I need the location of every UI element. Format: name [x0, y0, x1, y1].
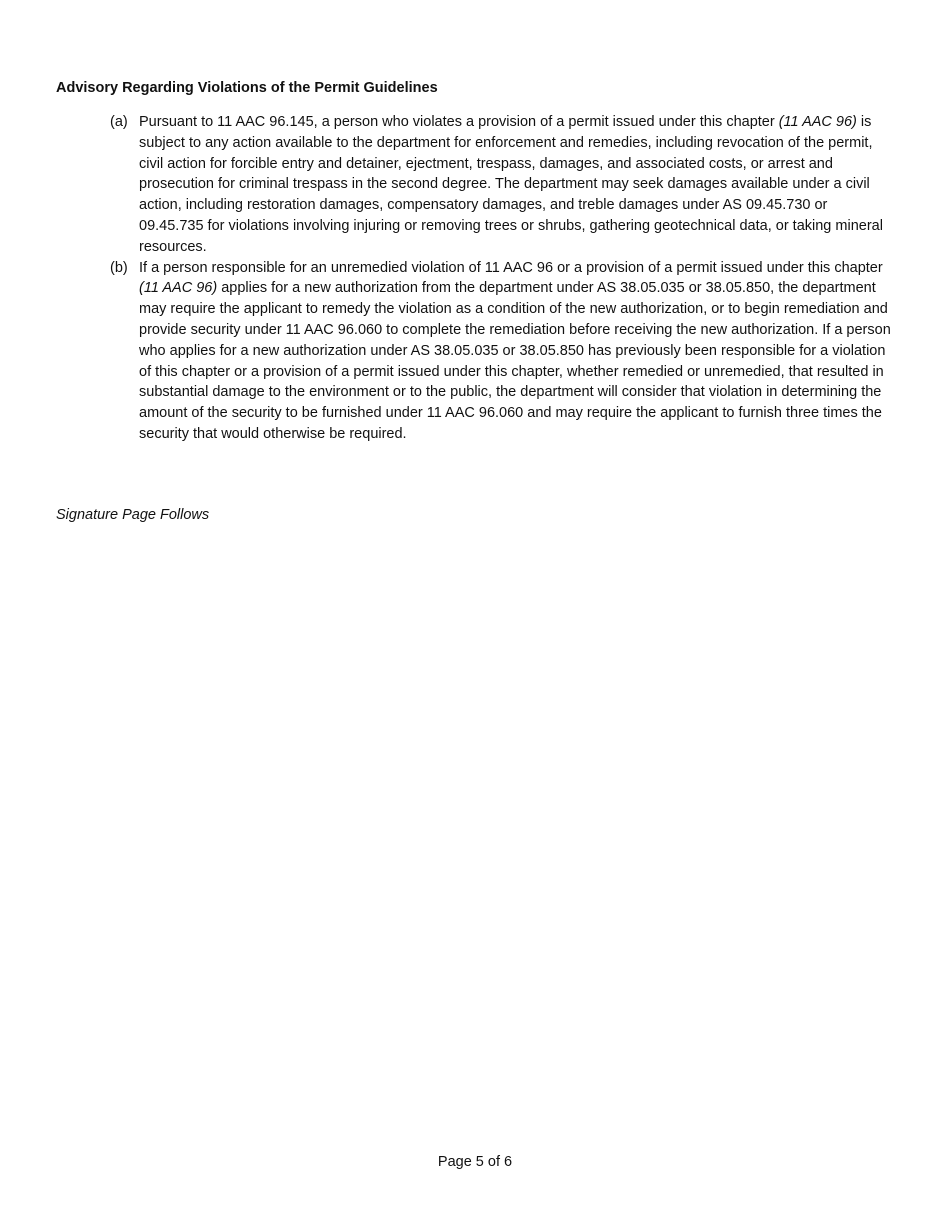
item-text-italic: (11 AAC 96)	[778, 114, 857, 130]
page-number: Page 5 of 6	[437, 1154, 513, 1170]
item-text	[139, 258, 895, 445]
list-item	[110, 258, 895, 445]
list-item	[110, 112, 895, 258]
item-text-part: Pursuant to 11 AAC 96.145, a person who violates a provision of a permit issued under this chapter	[139, 114, 779, 130]
item-text	[139, 112, 895, 258]
signature-note: Signature Page Follows	[56, 507, 210, 523]
item-text-part: is subject to any action available to the department for enforcement and remedies, including revocation of the permit, civil action for forcible entry and detainer, ejectment, trespass, damages, and associated costs, or arrest and prosecution for criminal trespass in the second degree. The department may seek damages available under a civil action, including restoration damages, compensatory damages, and treble damages under AS 09.45.730 or 09.45.735 for violations involving injuring or removing trees or shrubs, gathering geotechnical data, or taking mineral resources.	[139, 114, 883, 255]
item-text-italic: (11 AAC 96)	[139, 280, 218, 297]
item-label: (b)	[110, 259, 128, 276]
item-label: (a)	[110, 114, 128, 130]
item-text-part: If a person responsible for an unremedied violation of 11 AAC 96 or a provision of a permit issued under this chapter	[139, 259, 883, 276]
item-text-part: applies for a new authorization from the department under AS 38.05.035 or 38.05.850, the department may require the applicant to remedy the violation as a condition of the new authorization, or to begin remediation and provide security under 11 AAC 96.060 to complete the remediation before receiving the new authorization. If a person who applies for a new authorization under AS 38.05.035 or 38.05.850 has previously been responsible for a violation of this chapter or a provision of a permit issued under this chapter, whether remedied or unremedied, that resulted in substantial damage to the environment or to the public, the department will consider that violation in determining the amount of the security to be furnished under 11 AAC 96.060 and may require the applicant to furnish three times the security that would otherwise be required.	[139, 280, 891, 442]
advisory-list	[110, 112, 895, 445]
section-heading: Advisory Regarding Violations of the Permit Guidelines	[56, 80, 438, 96]
